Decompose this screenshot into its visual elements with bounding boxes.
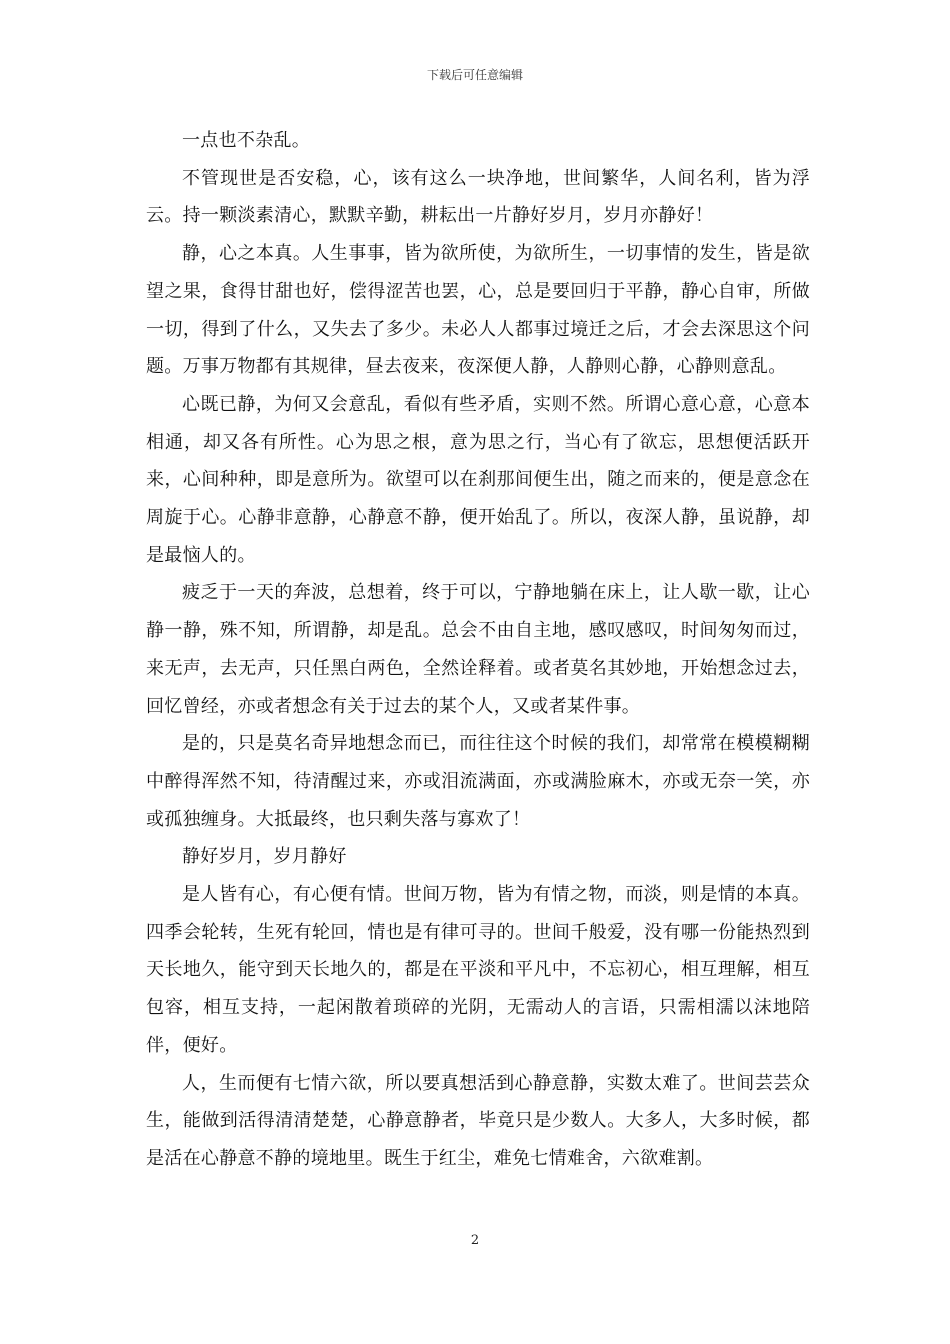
paragraph: 一点也不杂乱。 bbox=[182, 130, 311, 151]
paragraph: 疲乏于一天的奔波，总想着，终于可以，宁静地躺在床上，让人歇一歇，让心静一静，殊不知，所谓静，却是乱。总会不由自主地，感叹感叹，时间匆匆而过，来无声，去无声，只任黑白两色，全然诠释着。或者莫名其妙地，开始想念过去，回忆曾经，亦或者想念有关于过去的某个人，又或者某件事。 bbox=[146, 582, 810, 717]
paragraph: 心既已静，为何又会意乱，看似有些矛盾，实则不然。所谓心意心意，心意本相通，却又各有所性。心为思之根，意为思之行，当心有了欲忘，思想便活跃开来，心间种种，即是意所为。欲望可以在刹那间便生出，随之而来的，便是意念在周旋于心。心静非意静，心静意不静，便开始乱了。所以，夜深人静，虽说静，却是最恼人的。 bbox=[146, 393, 810, 566]
paragraph: 不管现世是否安稳，心，该有这么一块净地，世间繁华，人间名利，皆为浮云。持一颗淡素清心，默默辛勤，耕耘出一片静好岁月，岁月亦静好！ bbox=[146, 167, 810, 227]
paragraph: 静，心之本真。人生事事，皆为欲所使，为欲所生，一切事情的发生，皆是欲望之果，食得甘甜也好，偿得涩苦也罢，心，总是要回归于平静，静心自审，所做一切，得到了什么，又失去了多少。未必人人都事过境迁之后，才会去深思这个问题。万事万物都有其规律，昼去夜来，夜深便人静，人静则心静，心静则意乱。 bbox=[146, 243, 810, 378]
paragraph: 人，生而便有七情六欲，所以要真想活到心静意静，实数太难了。世间芸芸众生，能做到活得清清楚楚，心静意静者，毕竟只是少数人。大多人，大多时候，都是活在心静意不静的境地里。既生于红尘，难免七情难舍，六欲难割。 bbox=[146, 1072, 810, 1169]
paragraph: 是的，只是莫名奇异地想念而已，而往往这个时候的我们，却常常在模模糊糊中醉得浑然不知，待清醒过来，亦或泪流满面，亦或满脸麻木，亦或无奈一笑，亦或孤独缠身。大抵最终，也只剩失落与寡欢了！ bbox=[146, 733, 810, 830]
page-header: 下载后可任意编辑 bbox=[426, 68, 523, 82]
document-body bbox=[146, 122, 810, 1178]
section-heading: 静好岁月，岁月静好 bbox=[182, 846, 347, 868]
paragraph: 是人皆有心，有心便有情。世间万物，皆为有情之物，而淡，则是情的本真。四季会轮转，生死有轮回，情也是有律可寻的。世间千般爱，没有哪一份能热烈到天长地久，能守到天长地久的，都是在平淡和平凡中，不忘初心，相互理解，相互包容，相互支持，一起闲散着琐碎的光阴，无需动人的言语，只需相濡以沫地陪伴，便好。 bbox=[146, 884, 810, 1056]
page-number: 2 bbox=[470, 1233, 480, 1248]
